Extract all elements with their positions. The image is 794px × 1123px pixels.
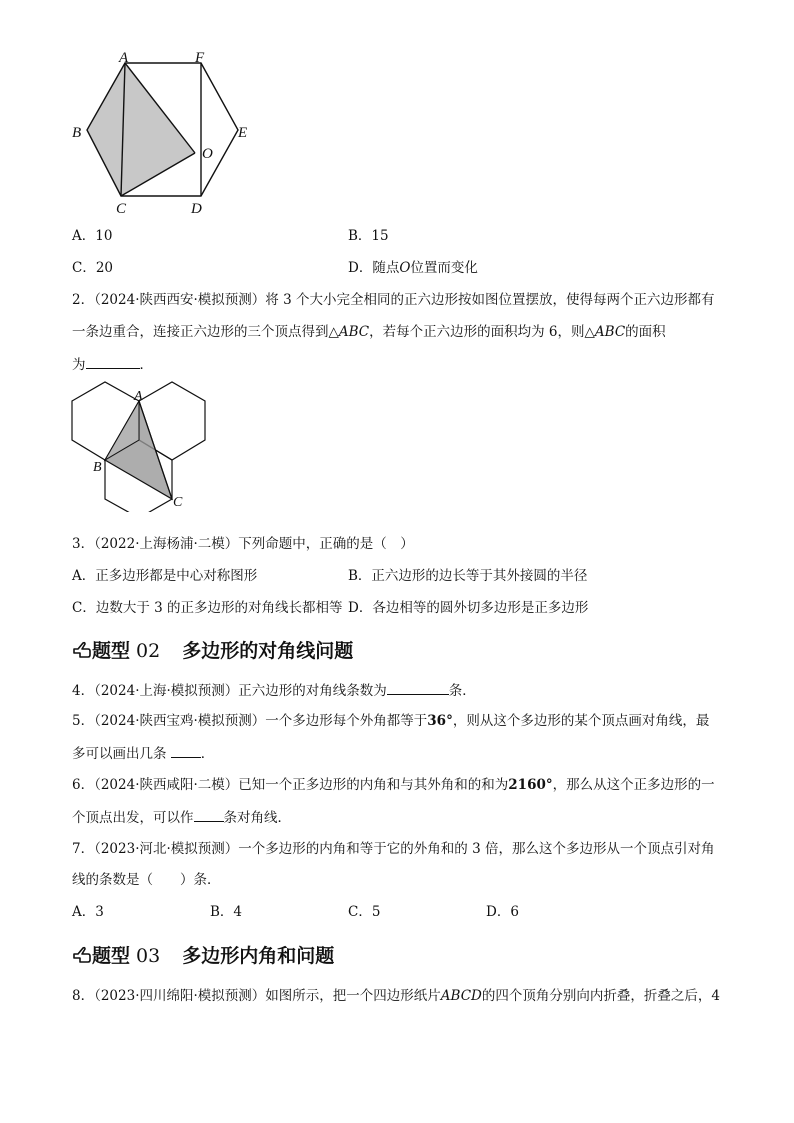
pointing-hand-icon [72,641,92,659]
section-heading-02: 题型 02 多边形的对角线问题 [72,636,353,663]
answer-blank[interactable] [387,680,449,695]
q3-option-b: B．正六边形的边长等于其外接圆的半径 [348,568,588,584]
label-B: B [93,460,102,475]
q1-option-a: A．10 [72,228,113,244]
answer-blank[interactable] [171,743,201,758]
label-A: A [134,389,143,404]
label-B: B [72,125,82,141]
q5-line-1: 5．（2024·陕西宝鸡·模拟预测）一个多边形每个外角都等于36°，则从这个多边形的某个顶点画对角线，最 [72,713,710,729]
q1-option-c: C．20 [72,260,114,276]
three-hexagons-figure [64,380,214,512]
answer-blank[interactable] [86,354,140,369]
label-A: A [119,50,129,66]
q6-line-1: 6．（2024·陕西咸阳·二模）已知一个正多边形的内角和与其外角和的和为2160°，那么从这个正多边形的一 [72,777,715,793]
q5-line-2: 多可以画出几条 ． [72,743,214,764]
section-heading-03: 题型 03 多边形内角和问题 [72,941,334,968]
q8-line-1: 8．（2023·四川绵阳·模拟预测）如图所示，把一个四边形纸片ABCD的四个顶角分别向内折叠，折叠之后，4 [72,988,720,1004]
label-D: D [191,201,202,217]
q4-line: 4．（2024·上海·模拟预测）正六边形的对角线条数为 条． [72,680,476,701]
q3-option-a: A．正多边形都是中心对称图形 [72,568,258,584]
q3-option-c: C．边数大于 3 的正多边形的对角线长都相等 [72,600,343,616]
q3-option-d: D．各边相等的圆外切多边形是正多边形 [348,600,589,616]
q7-option-c: C．5 [348,904,381,920]
q7-line-1: 7．（2023·河北·模拟预测）一个多边形的内角和等于它的外角和的 3 倍，那么这个多边形从一个顶点引对角 [72,841,715,857]
pointing-hand-icon [72,946,92,964]
q1-option-b: B．15 [348,228,389,244]
label-C: C [116,201,127,217]
q7-option-d: D．6 [486,904,519,920]
label-E: E [238,125,248,141]
label-C: C [173,495,183,510]
hexagon-triangle-figure [66,48,266,220]
q6-line-2: 个顶点出发，可以作 条对角线． [72,807,291,828]
label-F: F [195,50,205,66]
q7-option-a: A．3 [72,904,104,920]
q3-stem: 3．（2022·上海杨浦·二模）下列命题中，正确的是（ ） [72,536,414,552]
q7-option-b: B．4 [210,904,243,920]
label-O: O [202,146,213,162]
q2-line-3: 为 ． [72,354,153,375]
q1-option-d: D．随点O位置而变化 [348,260,478,276]
q7-line-2: 线的条数是（ ）条． [72,872,221,888]
q2-line-1: 2．（2024·陕西西安·模拟预测）将 3 个大小完全相同的正六边形按如图位置摆放，使得每两个正六边形都有 [72,292,715,308]
q2-line-2: 一条边重合，连接正六边形的三个顶点得到△ABC，若每个正六边形的面积均为 6，则△ABC的面积 [72,324,666,340]
answer-blank[interactable] [194,807,224,822]
